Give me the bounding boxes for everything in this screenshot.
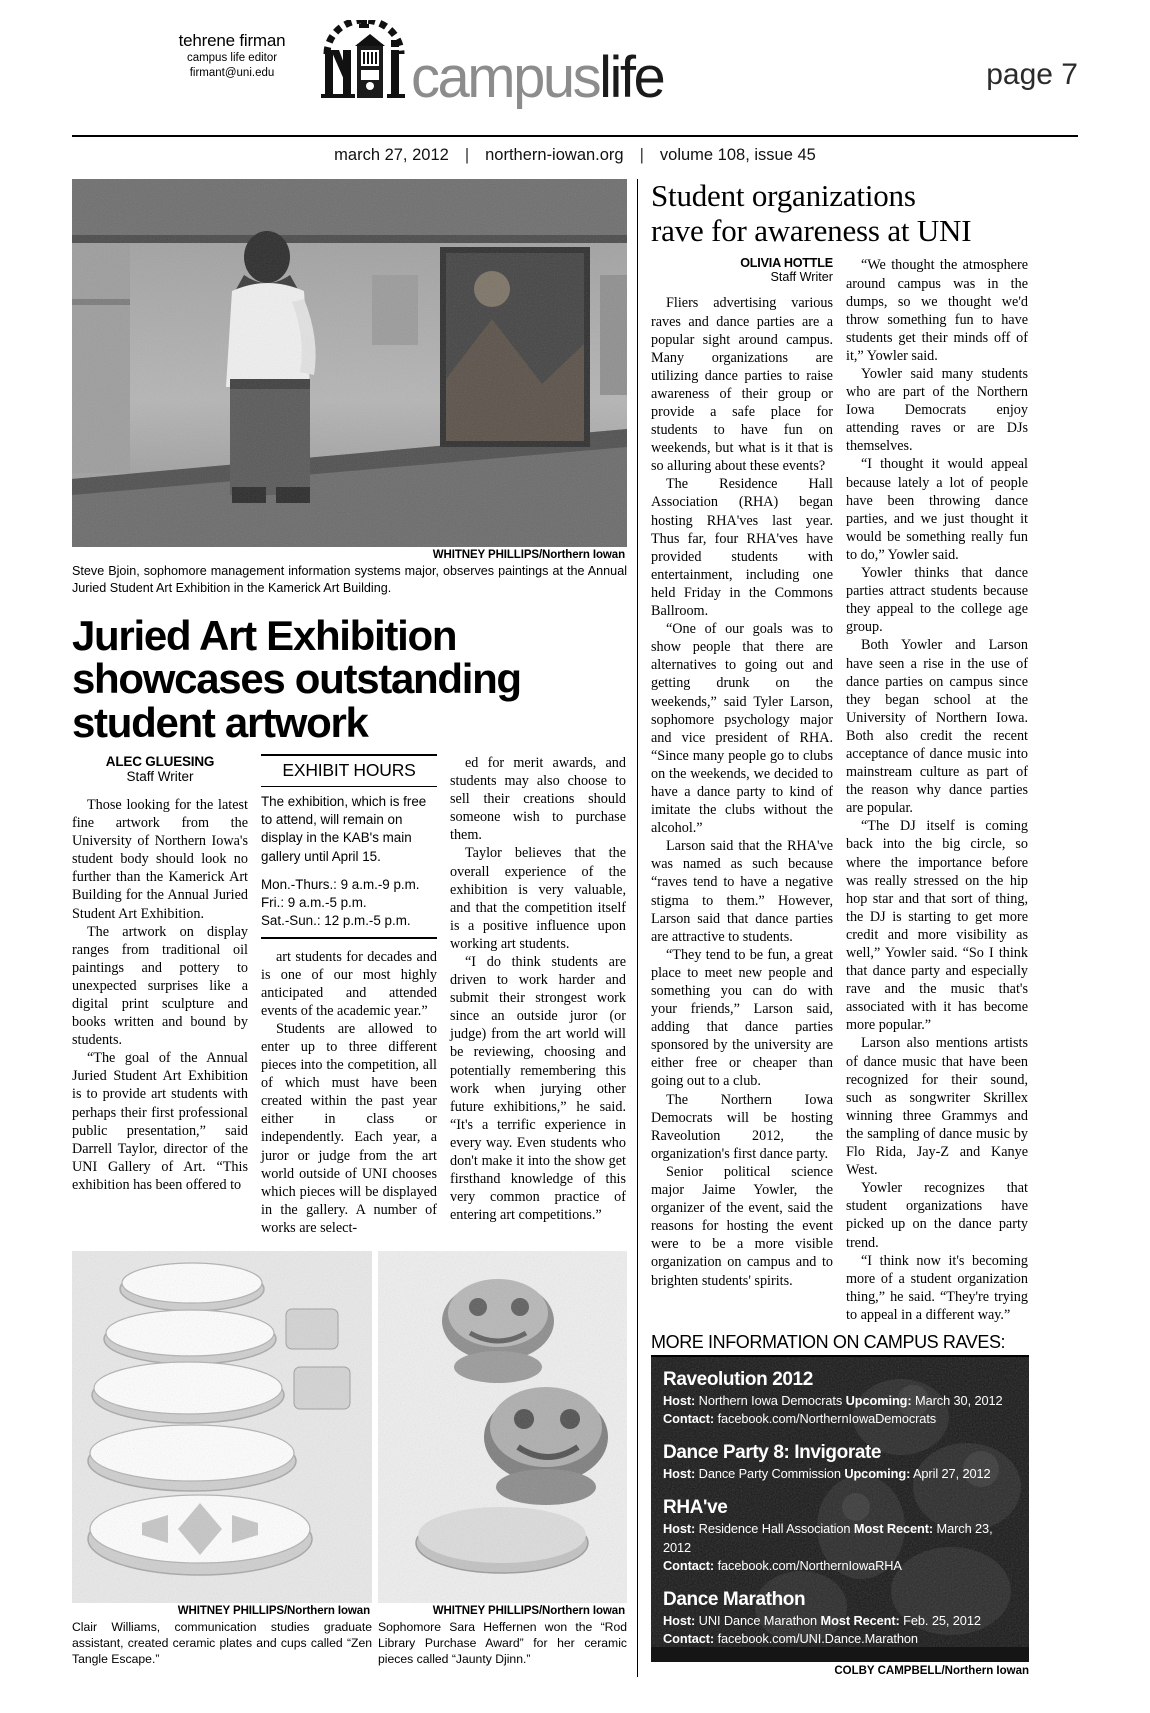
side-story-column-1 — [651, 256, 833, 1324]
more-info-heading: MORE INFORMATION ON CAMPUS RAVES: — [651, 1332, 1029, 1357]
exhibit-hours-list — [261, 876, 437, 931]
event-host-value: Dance Party Commission — [698, 1466, 841, 1482]
main-story-column-3 — [450, 754, 626, 1237]
event-contact-value[interactable]: facebook.com/NorthernIowaDemocrats — [717, 1411, 937, 1427]
paragraph: Fliers advertising various raves and dance parties are a popular sight around campus. Many organizations are utilizing dance parties to raise awareness of their group or provide a safe place for students to have fun on weekends, but what is it that is so alluring about these events? — [651, 295, 833, 475]
paragraph: The artwork on display ranges from traditional oil paintings and pottery to unexpected surprises like a digital print sculpture and books written and bound by students. — [72, 923, 248, 1049]
event-date-value: April 27, 2012 — [912, 1466, 991, 1482]
more-info-box — [651, 1357, 1029, 1662]
masthead — [72, 0, 1078, 135]
main-story-column-1 — [72, 754, 248, 1237]
paragraph: ed for merit awards, and students may also choose to sell their creations should someone wish to purchase them. — [450, 754, 626, 844]
side-byline-role: Staff Writer — [770, 270, 833, 285]
event-contact-line — [663, 1630, 1017, 1648]
side-byline-name: OLIVIA HOTTLE — [740, 256, 833, 271]
bottom-photo-2-credit: WHITNEY PHILLIPS/Northern Iowan — [432, 1605, 625, 1617]
event-contact-label: Contact: — [663, 1411, 715, 1427]
paragraph: The Northern Iowa Democrats will be hosting Raveolution 2012, the organization's first dance party. — [651, 1091, 833, 1162]
event-contact-value[interactable]: facebook.com/UNI.Dance.Marathon — [717, 1631, 918, 1647]
event-host-label: Host: — [663, 1521, 696, 1537]
paragraph: “We thought the atmosphere around campus was in the dumps, so we thought we'd throw something fun to have students get their minds off of it,” Yowler said. — [846, 257, 1028, 364]
main-story-columns — [72, 754, 627, 1237]
hours-line: Fri.: 9 a.m.-5 p.m. — [261, 895, 367, 911]
column-divider — [637, 179, 638, 1677]
paragraph: Larson said that the RHA've was named as such because “raves tend to have a negative stigma to them.” However, Larson said that dance parties are attractive to students. — [651, 838, 833, 945]
event-date-value: March 23, 2012 — [663, 1521, 993, 1555]
paragraph: “The goal of the Annual Juried Student Art Exhibition is to provide art students with perhaps their first professional public presentation,” said Darrell Taylor, director of the UNI Gallery of Art. “This exhibition has been offered to — [72, 1050, 248, 1193]
paragraph: Students are allowed to enter up to three different pieces into the competition, all of which must have been created within the past year either in class or independently. Each year, a juror or judge from the art world outside of UNI chooses which pieces will be displayed in the gallery. A number of works are select- — [261, 1020, 437, 1236]
paragraph: “I think now it's becoming more of a student organization thing,” he said. “They're trying to appeal in a different way.” — [846, 1252, 1028, 1323]
paragraph: Yowler recognizes that student organizations have picked up on the dance party trend. — [846, 1180, 1028, 1251]
more-info-list — [663, 1369, 1017, 1648]
wordmark-life: life — [599, 44, 664, 110]
event-host-line — [663, 1520, 1017, 1556]
page-content — [72, 179, 1078, 1677]
exhibit-hours-box — [261, 754, 437, 939]
main-byline-name: ALEC GLUESING — [105, 753, 215, 769]
side-story-package — [651, 179, 1029, 1677]
paragraph: The Residence Hall Association (RHA) began hosting RHA'ves last year. Thus far, four RHA'ves have provided students with entertainment, including one held Friday in the Commons Ballroom. — [651, 476, 833, 620]
side-story-columns — [651, 256, 1029, 1324]
paragraph: Taylor believes that the overall experience of the exhibition is very valuable, and that the competition itself is a positive influence upon working art students. — [450, 845, 626, 952]
dateline-website[interactable]: northern-iowan.org — [485, 146, 624, 164]
bottom-photo-1-block — [72, 1251, 372, 1667]
paragraph: Both Yowler and Larson have seen a rise in the use of dance parties on campus since they began school at the University of Northern Iowa. Both also credit the recent acceptance of dance music into mainstream culture as part of the reason why dance parties are popular. — [846, 637, 1028, 817]
bottom-photo-row — [72, 1251, 627, 1667]
paragraph: “I do think students are driven to work harder and submit their strongest work since an outside juror (or judge) from the art world will be reviewing, choosing and potentially remembering this work when jurying other future exhibitions,” he said. “It's a terrific experience in every way. Even students who don't make it into the show get firsthand knowledge of this very common practice of entering art competitions.” — [450, 954, 626, 1224]
paragraph: Larson also mentions artists of dance music that have been recognized for their sound, such as songwriter Skrillex winning three Grammys and the sampling of dance music by Flo Rida, Jay-Z and Kanye West. — [846, 1035, 1028, 1179]
top-photo-credit: WHITNEY PHILLIPS/Northern Iowan — [432, 549, 625, 561]
event-date-label: Upcoming: — [844, 1466, 911, 1482]
event-host-label: Host: — [663, 1466, 696, 1482]
paragraph: “One of our goals was to show people that there are alternatives to going out and getting drunk on the weekends,” said Tyler Larson, sophomore psychology major and vice president of RHA. “Since many people go to clubs on the weekends, we decided to have a dance party to kind of imitate the clubs without the alcohol.” — [651, 621, 833, 837]
event-contact-label: Contact: — [663, 1557, 715, 1573]
dateline — [72, 137, 1078, 169]
dateline-sep-1: | — [464, 146, 470, 164]
bottom-photo-1 — [72, 1251, 372, 1603]
exhibit-hours-body — [261, 787, 437, 937]
event-title: RHA've — [663, 1497, 728, 1519]
event-item — [663, 1589, 1017, 1648]
top-photo — [72, 179, 627, 547]
page-number: page 7 — [986, 58, 1078, 91]
hours-line: Sat.-Sun.: 12 p.m.-5 p.m. — [261, 913, 411, 929]
event-contact-line — [663, 1557, 1017, 1575]
editor-role: campus life editor — [186, 52, 278, 65]
dateline-volume: volume 108, issue 45 — [659, 146, 816, 164]
bottom-photo-1-credit: WHITNEY PHILLIPS/Northern Iowan — [177, 1605, 370, 1617]
editor-contact-block — [142, 30, 322, 80]
main-byline-role: Staff Writer — [126, 768, 194, 784]
event-host-line — [663, 1465, 1017, 1483]
event-contact-label: Contact: — [663, 1631, 715, 1647]
editor-name: tehrene firman — [178, 31, 286, 50]
bottom-photo-1-caption: Clair Williams, communication studies graduate assistant, created ceramic plates and cups called “Zen Tangle Escape.” — [72, 1620, 372, 1667]
event-date-value: March 30, 2012 — [915, 1392, 1003, 1408]
event-date-value: Feb. 25, 2012 — [903, 1612, 981, 1628]
event-host-label: Host: — [663, 1392, 696, 1408]
side-headline-line-1: Student organizations — [651, 178, 916, 213]
paragraph: art students for decades and is one of our most highly anticipated and attended events of the academic year.” — [261, 948, 437, 1019]
exhibit-hours-intro: The exhibition, which is free to attend, will remain on display in the KAB's main gallery until April 15. — [261, 793, 427, 864]
event-contact-line — [663, 1410, 1017, 1428]
side-headline — [651, 179, 1029, 248]
side-headline-line-2: rave for awareness at UNI — [651, 212, 972, 248]
event-contact-value[interactable]: facebook.com/NorthernIowaRHA — [717, 1557, 902, 1573]
event-title: Dance Marathon — [663, 1588, 806, 1610]
event-item — [663, 1369, 1017, 1428]
event-host-line — [663, 1612, 1017, 1630]
event-date-label: Most Recent: — [853, 1521, 934, 1537]
main-headline: Juried Art Exhibition showcases outstanding student artwork — [72, 612, 521, 746]
more-info-credit: COLBY CAMPBELL/Northern Iowan — [834, 1665, 1029, 1678]
event-title: Dance Party 8: Invigorate — [663, 1442, 882, 1464]
paragraph: “I thought it would appeal because lately a lot of people have been throwing dance parties, and we just thought it would be something really fun to do,” Yowler said. — [846, 456, 1028, 563]
wordmark — [411, 44, 664, 110]
paragraph: “They tend to be fun, a great place to meet new people and something you can do with your friends,” Larson said, adding that dance parties sponsored by the university are either free or cheaper than going out to a club. — [651, 946, 833, 1090]
dateline-date: march 27, 2012 — [334, 146, 449, 164]
event-item — [663, 1442, 1017, 1483]
bottom-photo-2-caption: Sophomore Sara Heffernen won the “Rod Library Purchase Award” for her ceramic pieces called “Jaunty Djinn.” — [378, 1620, 627, 1667]
hours-line: Mon.-Thurs.: 9 a.m.-9 p.m. — [261, 876, 420, 892]
dateline-sep-2: | — [639, 146, 644, 164]
paragraph: Those looking for the latest fine artwork from the University of Northern Iowa's student body should look no further than the Kamerick Art Building for the Annual Juried Student Art Exhibition. — [72, 796, 248, 922]
bottom-photo-2-block — [378, 1251, 627, 1667]
side-story-column-2 — [846, 256, 1028, 1324]
wordmark-campus: campus — [411, 44, 600, 110]
bottom-photo-2 — [378, 1251, 627, 1603]
event-item — [663, 1497, 1017, 1574]
event-host-line — [663, 1392, 1017, 1410]
event-title: Raveolution 2012 — [663, 1368, 813, 1390]
event-host-value: UNI Dance Marathon — [698, 1612, 818, 1628]
exhibit-hours-title: EXHIBIT HOURS — [261, 756, 437, 787]
event-date-label: Upcoming: — [845, 1392, 912, 1408]
event-host-value: Northern Iowa Democrats — [698, 1392, 843, 1408]
event-host-label: Host: — [663, 1612, 696, 1628]
paragraph: “The DJ itself is coming back into the big circle, so where the importance before was really stressed on the hip hop star and that sort of thing, the DJ is starting to get more credit and more visibility as well,” Yowler said. “So I think that dance party and especially rave and the music that's associated with it has become more popular.” — [846, 818, 1028, 1034]
top-photo-caption: Steve Bjoin, sophomore management information systems major, observes paintings at the Annual Juried Student Art Exhibition in the Kamerick Art Building. — [72, 564, 627, 595]
campuslife-logo — [317, 18, 664, 110]
event-date-label: Most Recent: — [820, 1612, 900, 1628]
paragraph: Senior political science major Jaime Yowler, the organizer of the event, said the reasons for hosting the event were to be a more visible organization on campus and to brighten students' spirits. — [651, 1163, 833, 1289]
uni-arch-icon — [317, 20, 409, 98]
main-story-column-2 — [261, 754, 437, 1237]
paragraph: Yowler thinks that dance parties attract students because they appeal to the college age group. — [846, 565, 1028, 636]
event-host-value: Residence Hall Association — [698, 1521, 851, 1537]
main-story-package — [72, 179, 627, 1677]
editor-email: firmant@uni.edu — [189, 66, 275, 79]
paragraph: Yowler said many students who are part of the Northern Iowa Democrats enjoy attending raves or are DJs themselves. — [846, 366, 1028, 455]
